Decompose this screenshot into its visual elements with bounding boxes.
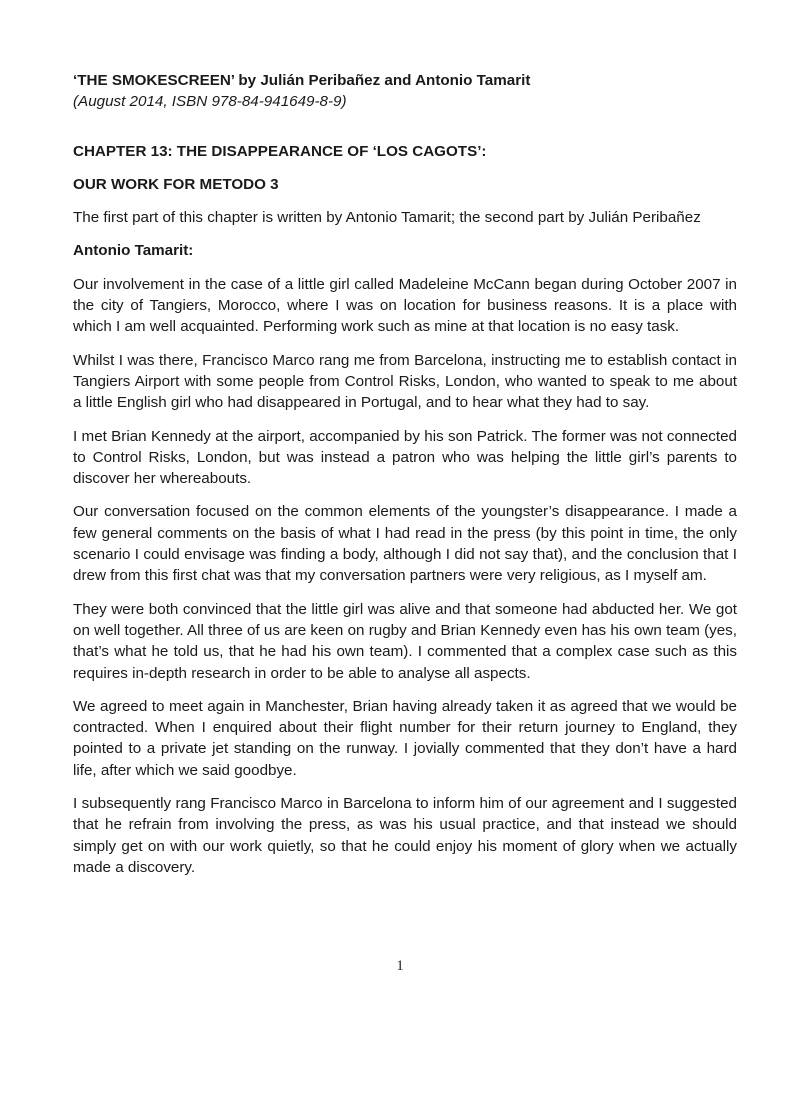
body-paragraph: Whilst I was there, Francisco Marco rang me from Barcelona, instructing me to establish contact in Tangiers Airport with some people from Control Risks, London, who wanted to speak to me about a little English girl who had disappeared in Portugal, and to hear what they had to say. bbox=[73, 351, 737, 412]
body-paragraph: Our involvement in the case of a little girl called Madeleine McCann began during October 2007 in the city of Tangiers, Morocco, where I was on location for business reasons. It is a place with which I am well acquainted. Performing work such as mine at that location is no easy task. bbox=[73, 275, 737, 336]
body-paragraph: Our conversation focused on the common elements of the youngster’s disappearance. I made a few general comments on the basis of what I had read in the press (by this point in time, the only scenario I could envisage was finding a body, although I did not say that), and the conclusion that I drew from this first chat was that my conversation partners were very religious, as I myself am. bbox=[73, 503, 737, 585]
body-paragraph: They were both convinced that the little girl was alive and that someone had abducted her. We got on well together. All three of us are keen on rugby and Brian Kennedy even has his own team (yes, that’s what he told us, that he had his own team). I commented that a complex case such as this requires in-depth research in order to be able to analyse all aspects. bbox=[73, 600, 737, 682]
body-paragraph: I met Brian Kennedy at the airport, accompanied by his son Patrick. The former was not connected to Control Risks, London, but was instead a patron who was helping the little girl’s parents to discover her whereabouts. bbox=[73, 427, 737, 488]
body-paragraph: I subsequently rang Francisco Marco in Barcelona to inform him of our agreement and I suggested that he refrain from involving the press, as was his usual practice, and that instead we should simply get on with our work quietly, so that he could enjoy his moment of glory when we actually made a discovery. bbox=[73, 795, 737, 876]
document-page bbox=[73, 70, 737, 890]
book-publication-info: (August 2014, ISBN 978-84-941649-8-9) bbox=[73, 93, 347, 111]
chapter-heading: CHAPTER 13: THE DISAPPEARANCE OF ‘LOS CAGOTS’: bbox=[73, 142, 487, 160]
book-title: ‘THE SMOKESCREEN’ by Julián Peribañez and Antonio Tamarit bbox=[73, 72, 531, 89]
chapter-subheading: OUR WORK FOR METODO 3 bbox=[73, 175, 279, 193]
page-number: 1 bbox=[396, 958, 404, 974]
body-paragraph: We agreed to meet again in Manchester, Brian having already taken it as agreed that we would be contracted. When I enquired about their flight number for their return journey to England, they pointed to a private jet standing on the runway. I jovially commented that they don’t have a hard life, after which we said goodbye. bbox=[73, 697, 737, 779]
intro-paragraph: The first part of this chapter is written by Antonio Tamarit; the second part by Julián Peribañez bbox=[73, 209, 701, 227]
section-author-heading: Antonio Tamarit: bbox=[73, 242, 194, 260]
